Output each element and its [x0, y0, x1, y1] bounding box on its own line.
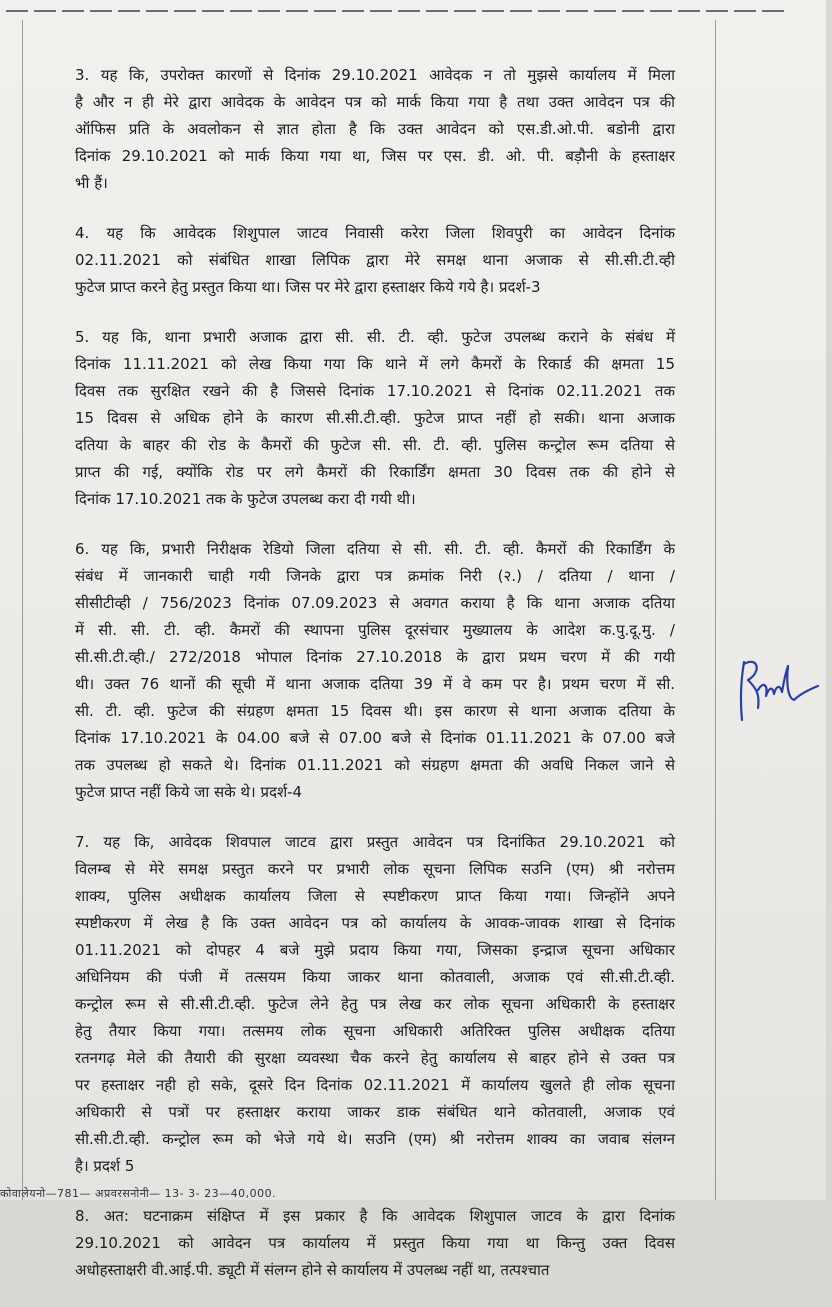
text-line: प्राप्त की गई, क्योंकि रोड पर लगे कैमरों की रिकार्डिंग क्षमता 30 दिवस तक की होने से [75, 463, 675, 481]
text-line: दिवस तक सुरक्षित रखने की है जिससे दिनांक 17.10.2021 से दिनांक 02.11.2021 तक [75, 382, 675, 400]
text-line: विलम्ब से मेरे समक्ष प्रस्तुत करने पर प्रभारी लोक सूचना लिपिक सउनि (एम) श्री नरोत्तम [75, 860, 675, 878]
text-line: अधोहस्ताक्षरी वी.आई.पी. ड्यूटी में संलग्न होने से कार्यालय में उपलब्ध नहीं था, तत्पश्चात [75, 1261, 550, 1279]
paragraph [75, 1203, 675, 1284]
text-line: 6. यह कि, प्रभारी निरीक्षक रेडियो जिला दतिया से सी. सी. टी. व्ही. कैमरों की रिकार्डिंग के [75, 540, 675, 558]
text-line: दिनांक 17.10.2021 तक के फुटेज उपलब्ध करा दी गयी थी। [75, 490, 416, 508]
text-line: 7. यह कि, आवेदक शिवपाल जाटव द्वारा प्रस्तुत आवेदन पत्र दिनांकित 29.10.2021 को [75, 833, 675, 851]
text-line: 29.10.2021 को आवेदन पत्र कार्यालय में प्रस्तुत किया गया था किन्तु उक्त दिवस [75, 1234, 675, 1252]
text-line: कन्ट्रोल रूम से सी.सी.टी.व्ही. फुटेज लेने हेतु पत्र लेख कर लोक सूचना अधिकारी के हस्ताक्षर [75, 995, 675, 1013]
text-line: 15 दिवस से अधिक होने के कारण सी.सी.टी.व्ही. फुटेज प्राप्त नहीं हो सकी। थाना अजाक [75, 409, 675, 427]
text-line: पर हस्ताक्षर नही हो सके, दूसरे दिन दिनांक 02.11.2021 में कार्यालय खुलते ही लोक सूचना [75, 1076, 675, 1094]
text-line: दिनांक 17.10.2021 के 04.00 बजे से 07.00 बजे से दिनांक 01.11.2021 के 07.00 बजे [75, 729, 675, 747]
text-line: सीसीटीव्ही / 756/2023 दिनांक 07.09.2023 से अवगत कराया है कि थाना अजाक दतिया [75, 594, 675, 612]
paragraph [75, 829, 675, 1180]
text-line: सी.सी.टी.व्ही./ 272/2018 भोपाल दिनांक 27.10.2018 के द्वारा प्रथम चरण में की गयी [75, 648, 675, 666]
text-line: 3. यह कि, उपरोक्त कारणों से दिनांक 29.10.2021 आवेदक न तो मुझसे कार्यालय में मिला [75, 66, 675, 84]
paragraph [75, 536, 675, 806]
paragraph [75, 220, 675, 301]
text-line: अधिकारी से पत्रों पर हस्ताक्षर कराया जाकर डाक संबंधित थाने कोतवाली, अजाक एवं [75, 1103, 675, 1121]
text-line: में सी. सी. टी. व्ही. कैमरों की स्थापना पुलिस दूरसंचार मुख्यालय के आदेश क.पु.दू.मु. / [75, 621, 675, 639]
text-line: संबंध में जानकारी चाही गयी जिनके द्वारा पत्र क्रमांक निरी (२.) / दतिया / थाना / [75, 567, 675, 585]
text-line: 8. अत: घटनाक्रम संक्षिप्त में इस प्रकार है कि आवेदक शिशुपाल जाटव के द्वारा दिनांक [75, 1207, 675, 1225]
text-line: स्पष्टीकरण में लेख है कि उक्त आवेदन पत्र को कार्यालय के आवक-जावक शाखा से दिनांक [75, 914, 675, 932]
text-line: दतिया के बाहर की रोड के कैमरों की फुटेज सी. सी. टी. व्ही. पुलिस कन्ट्रोल रूम दतिया से [75, 436, 675, 454]
text-line: दिनांक 29.10.2021 को मार्क किया गया था, जिस पर एस. डी. ओ. पी. बड़ौनी के हस्ताक्षर [75, 147, 675, 165]
printer-footer: कोवालेयनो—781— अप्रवरसनोनी— 13- 3- 23—40,000. [0, 1187, 277, 1200]
top-perforation [0, 0, 832, 22]
text-line: शाक्य, पुलिस अधीक्षक कार्यालय जिला से स्पष्टीकरण प्राप्त किया गया। जिन्होंने अपने [75, 887, 675, 905]
text-line: सी.सी.टी.व्ही. कन्ट्रोल रूम को भेजे गये थे। सउनि (एम) श्री नरोत्तम शाक्य का जवाब संलग्न [75, 1130, 675, 1148]
text-line: हेतु तैयार किया गया। तत्समय लोक सूचना अधिकारी अतिरिक्त पुलिस अधीक्षक दतिया [75, 1022, 675, 1040]
text-line: फुटेज प्राप्त करने हेतु प्रस्तुत किया था। जिस पर मेरे द्वारा हस्ताक्षर किये गये है। प्रदर्श-3 [75, 278, 541, 296]
text-line: थी। उक्त 76 थानों की सूची में थाना अजाक दतिया 39 में वे कम पर है। प्रथम चरण में सी. [75, 675, 675, 693]
text-line: 01.11.2021 को दोपहर 4 बजे मुझे प्रदाय किया गया, जिसका इन्द्राज सूचना अधिकार [75, 941, 675, 959]
text-line: अधिनियम की पंजी में तत्सयम किया जाकर थाना कोतवाली, अजाक एवं सी.सी.टी.व्ही. [75, 968, 675, 986]
text-line: 02.11.2021 को संबंधित शाखा लिपिक द्वारा मेरे समक्ष थाना अजाक से सी.सी.टी.व्ही [75, 251, 675, 269]
text-line: ऑफिस प्रति के अवलोकन से ज्ञात होता है कि उक्त आवेदन को एस.डी.ओ.पी. बडोनी द्वारा [75, 120, 675, 138]
text-line: रतनगढ़ मेले की तैयारी की सुरक्षा व्यवस्था चैक करने हेतु कार्यालय से बाहर होने से उक्त पत्र [75, 1049, 675, 1067]
right-margin-line [715, 20, 716, 1200]
text-line: सी. टी. व्ही. फुटेज की संग्रहण क्षमता 15 दिवस थी। इस कारण से थाना अजाक दतिया के [75, 702, 675, 720]
text-line: फुटेज प्राप्त नहीं किये जा सके थे। प्रदर्श-4 [75, 783, 303, 801]
text-line: तक उपलब्ध हो सकते थे। दिनांक 01.11.2021 को संग्रहण क्षमता की अवधि निकल जाने से [75, 756, 675, 774]
text-line: दिनांक 11.11.2021 को लेख किया गया कि थाने में लगे कैमरों के रिकार्ड की क्षमता 15 [75, 355, 675, 373]
paragraph [75, 324, 675, 513]
left-margin-line [22, 20, 23, 1200]
text-line: है। प्रदर्श 5 [75, 1157, 135, 1175]
text-line: भी हैं। [75, 174, 108, 192]
text-line: है और न ही मेरे द्वारा आवेदक के आवेदन पत्र को मार्क किया गया है तथा उक्त आवेदन पत्र की [75, 93, 675, 111]
handwritten-signature [728, 650, 823, 735]
text-line: 4. यह कि आवेदक शिशुपाल जाटव निवासी करेरा जिला शिवपुरी का आवेदन दिनांक [75, 224, 675, 242]
text-line: 5. यह कि, थाना प्रभारी अजाक द्वारा सी. सी. टी. व्ही. फुटेज उपलब्ध कराने के संबंध में [75, 328, 675, 346]
document-body [75, 62, 675, 1307]
paragraph [75, 62, 675, 197]
